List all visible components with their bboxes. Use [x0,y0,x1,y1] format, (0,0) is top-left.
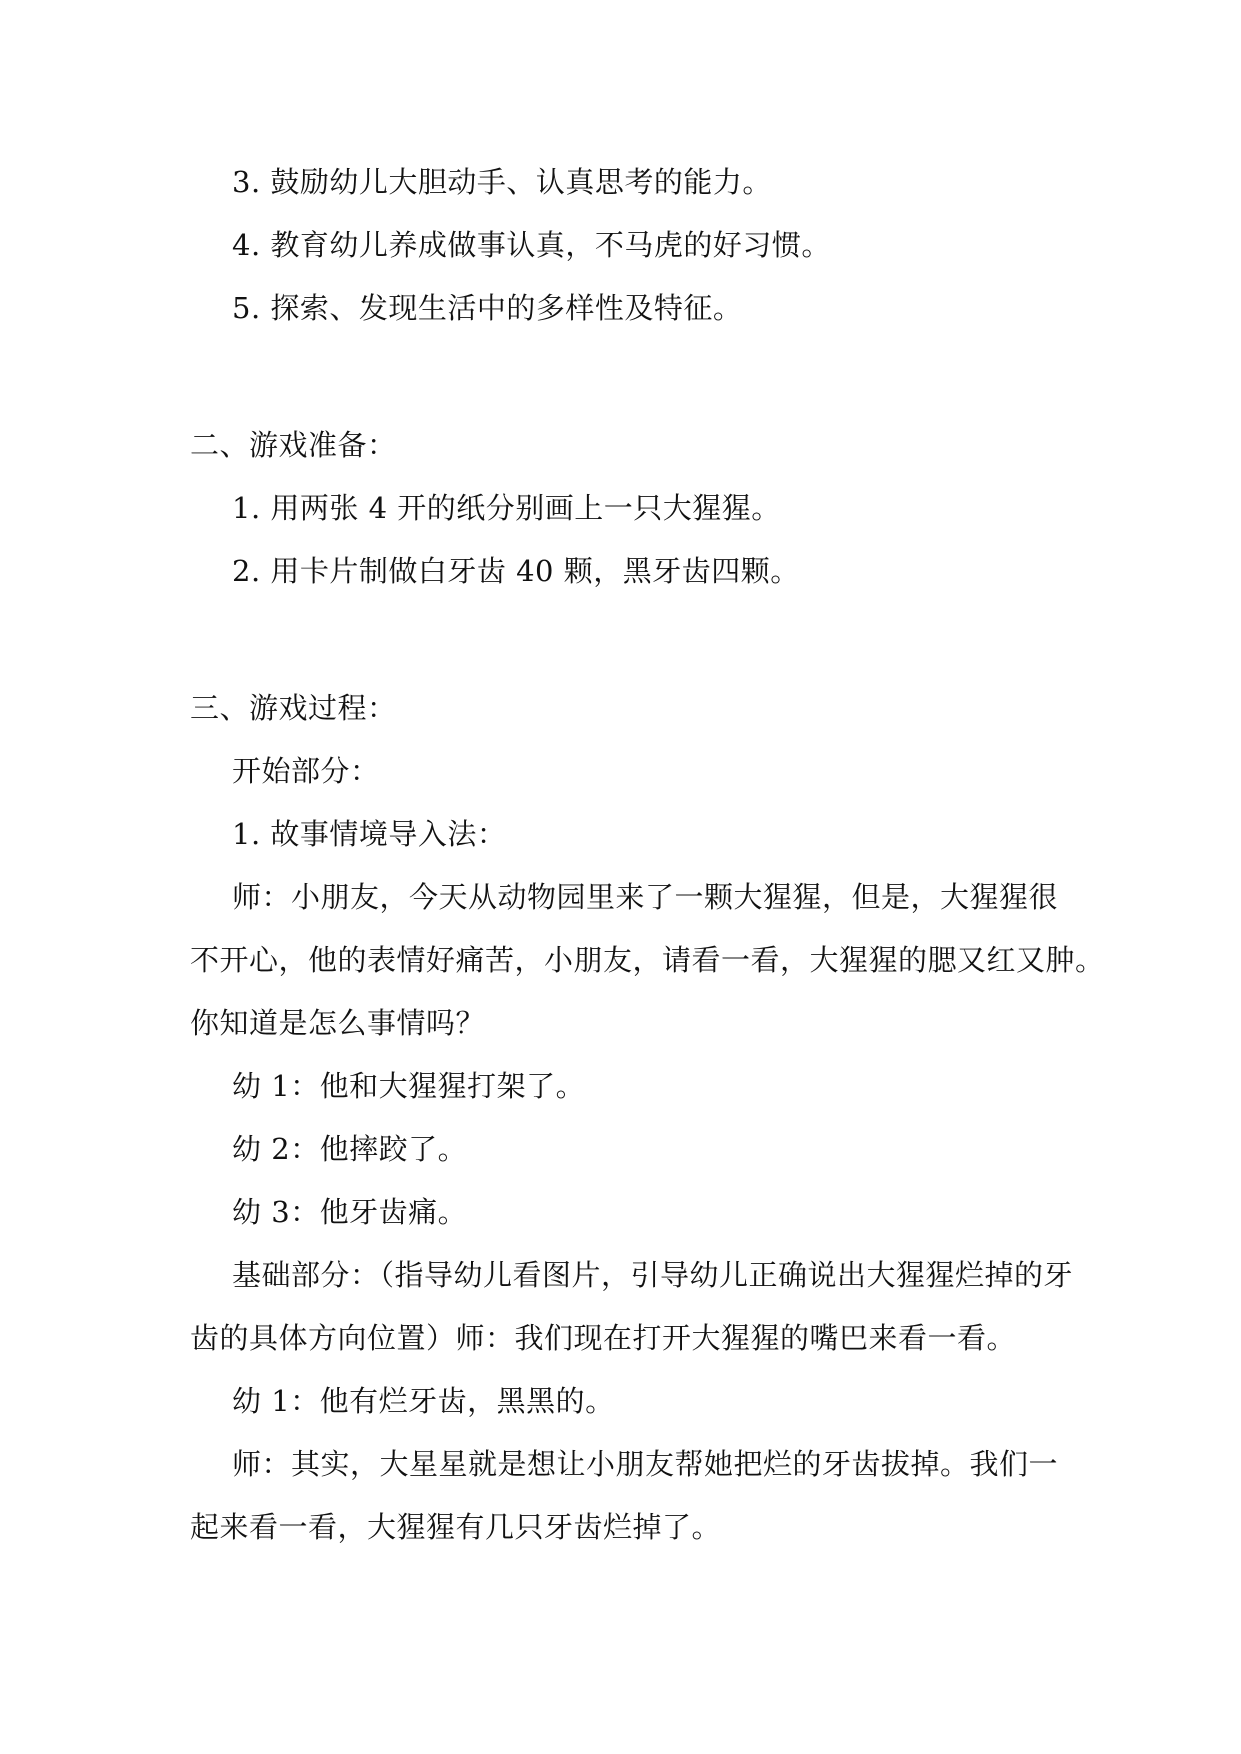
paragraph-line: 齿的具体方向位置）师：我们现在打开大猩猩的嘴巴来看一看。 [190,1321,1017,1355]
child-reply-2: 幼 2：他摔跤了。 [232,1132,468,1166]
paragraph-line: 起来看一看，大猩猩有几只牙齿烂掉了。 [190,1510,722,1544]
paragraph-line: 师：小朋友，今天从动物园里来了一颗大猩猩，但是，大猩猩很 [232,880,1059,914]
goal-item-4: 4. 教育幼儿养成做事认真，不马虎的好习惯。 [232,228,831,262]
goal-item-5: 5. 探索、发现生活中的多样性及特征。 [232,291,743,325]
section-heading-process: 三、游戏过程： [190,691,397,725]
preparation-item-1: 1. 用两张 4 开的纸分别画上一只大猩猩。 [232,491,781,525]
paragraph-line: 你知道是怎么事情吗？ [190,1006,486,1040]
goal-item-3: 3. 鼓励幼儿大胆动手、认真思考的能力。 [232,165,772,199]
preparation-item-2: 2. 用卡片制做白牙齿 40 颗，黑牙齿四颗。 [232,554,800,588]
process-item-1: 1. 故事情境导入法： [232,817,507,851]
child-reply-1: 幼 1：他和大猩猩打架了。 [232,1069,586,1103]
section-heading-preparation: 二、游戏准备： [190,428,397,462]
child-reply-3: 幼 3：他牙齿痛。 [232,1195,468,1229]
subheading-opening: 开始部分： [232,754,380,788]
paragraph-line: 师：其实，大星星就是想让小朋友帮她把烂的牙齿拔掉。我们一 [232,1447,1059,1481]
paragraph-line: 不开心，他的表情好痛苦，小朋友，请看一看，大猩猩的腮又红又肿。 [190,943,1105,977]
child-reply-1b: 幼 1：他有烂牙齿，黑黑的。 [232,1384,615,1418]
paragraph-line: 基础部分：（指导幼儿看图片，引导幼儿正确说出大猩猩烂掉的牙 [232,1258,1074,1292]
